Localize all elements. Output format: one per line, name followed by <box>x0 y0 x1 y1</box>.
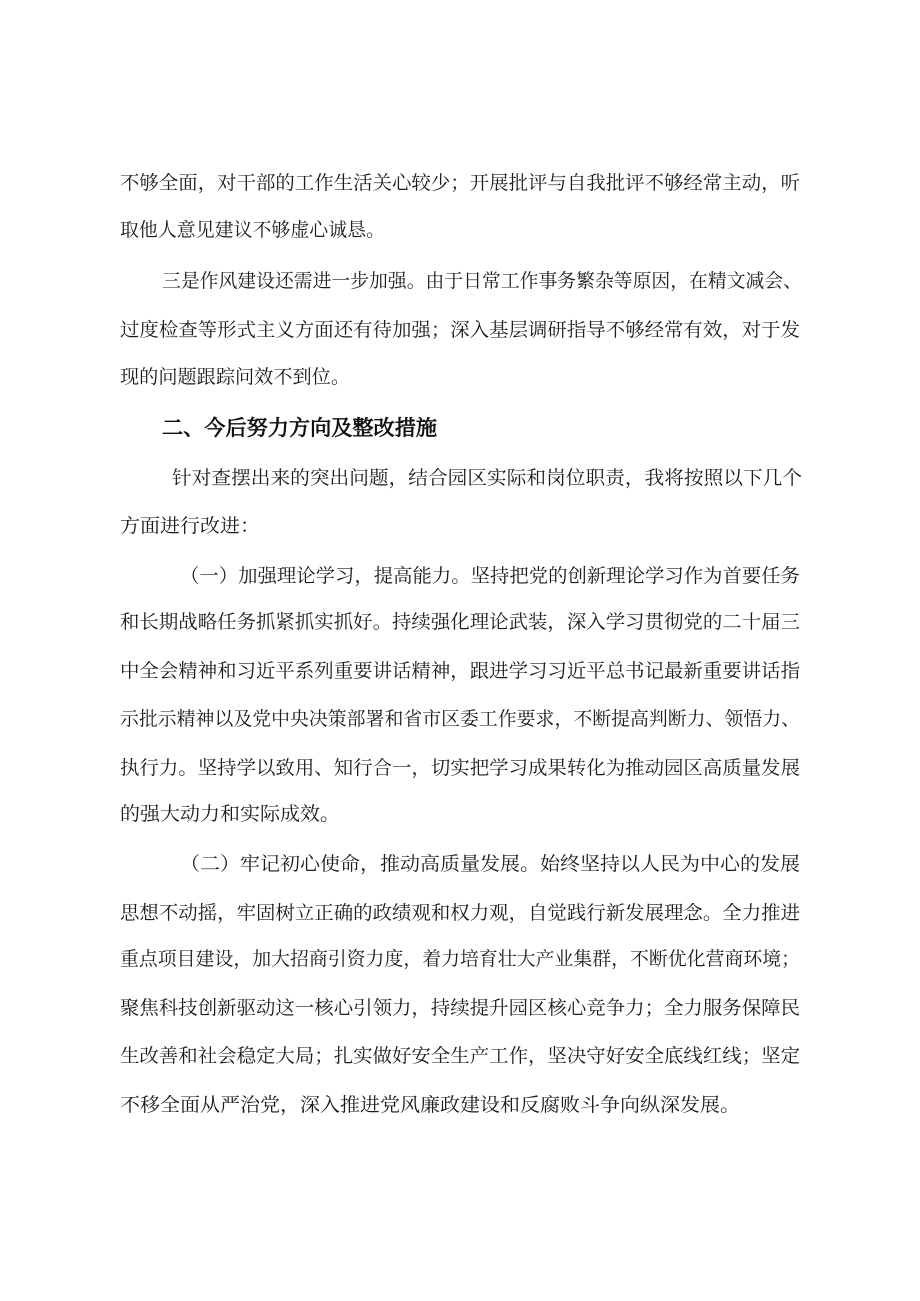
paragraph-line: 取他人意见建议不够虚心诚恳。 <box>120 219 386 241</box>
paragraph-line: 重点项目建设，加大招商引资力度，着力培育壮大产业集群，不断优化营商环境； <box>120 948 801 970</box>
paragraph-line: （二）牢记初心使命，推动高质量发展。始终坚持以人民为中心的发展 <box>180 853 801 875</box>
paragraph-line: 不移全面从严治党，深入推进党风廉政建设和反腐败斗争向纵深发展。 <box>120 1094 741 1116</box>
paragraph-line: 和长期战略任务抓紧抓实抓好。持续强化理论武装，深入学习贯彻党的二十届三 <box>120 611 801 633</box>
paragraph-line: 聚焦科技创新驱动这一核心引领力，持续提升园区核心竞争力；全力服务保障民 <box>120 997 801 1019</box>
paragraph-line: 针对查摆出来的突出问题，结合园区实际和岗位职责，我将按照以下几个 <box>172 467 803 489</box>
paragraph-line: 不够全面，对干部的工作生活关心较少；开展批评与自我批评不够经常主动，听 <box>120 172 801 194</box>
paragraph-line: 思想不动摇，牢固树立正确的政绩观和权力观，自觉践行新发展理念。全力推进 <box>120 902 801 924</box>
paragraph-line: 三是作风建设还需进一步加强。由于日常工作事务繁杂等原因，在精文减会、 <box>162 270 803 292</box>
paragraph-line: 现的问题跟踪问效不到位。 <box>120 366 351 388</box>
paragraph-line: 的强大动力和实际成效。 <box>120 803 341 825</box>
paragraph-line: 生改善和社会稳定大局；扎实做好安全生产工作，坚决守好安全底线红线；坚定 <box>120 1045 801 1067</box>
paragraph-line: 示批示精神以及党中央决策部署和省市区委工作要求，不断提高判断力、领悟力、 <box>120 708 801 730</box>
paragraph-line: （一）加强理论学习，提高能力。坚持把党的创新理论学习作为首要任务 <box>180 565 801 587</box>
section-heading: 二、今后努力方向及整改措施 <box>162 416 437 440</box>
paragraph-line: 中全会精神和习近平系列重要讲话精神，跟进学习习近平总书记最新重要讲话指 <box>120 660 801 682</box>
paragraph-line: 过度检查等形式主义方面还有待加强；深入基层调研指导不够经常有效，对于发 <box>120 319 801 341</box>
paragraph-line: 方面进行改进： <box>120 515 261 537</box>
paragraph-line: 执行力。坚持学以致用、知行合一，切实把学习成果转化为推动园区高质量发展 <box>120 757 801 779</box>
